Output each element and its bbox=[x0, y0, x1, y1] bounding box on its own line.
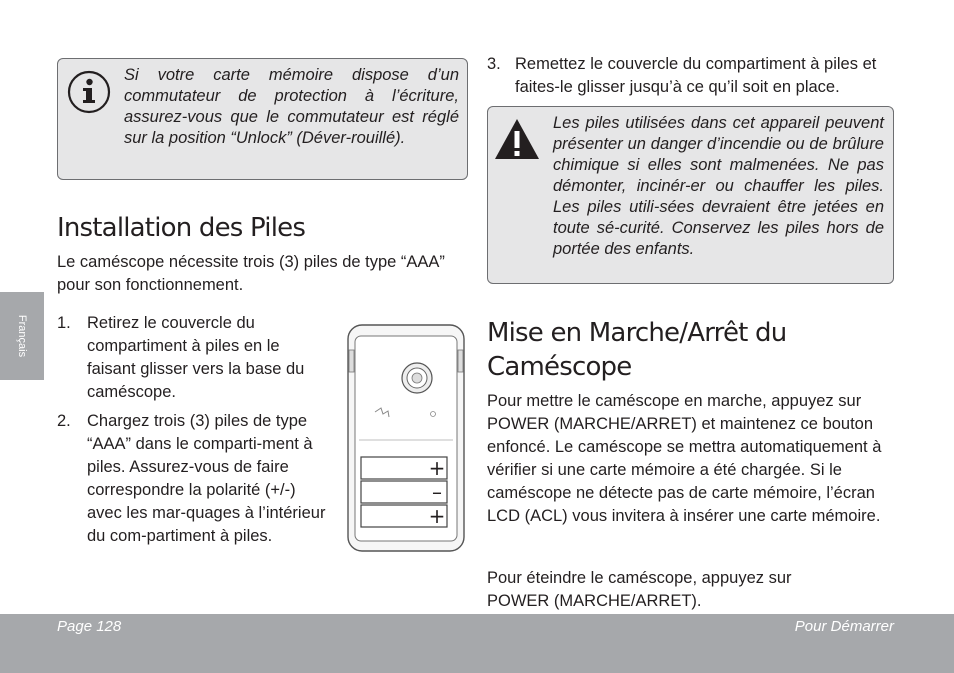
power-heading-line2: Caméscope bbox=[487, 352, 632, 382]
info-icon bbox=[66, 69, 112, 115]
power-heading-line1: Mise en Marche/Arrêt du bbox=[487, 318, 787, 348]
step-number: 2. bbox=[57, 412, 71, 430]
page-number: Page 128 bbox=[57, 618, 122, 635]
battery-compartment-illustration bbox=[345, 322, 467, 554]
page-footer bbox=[0, 614, 954, 673]
info-note bbox=[57, 58, 468, 180]
step-text: Remettez le couvercle du compartiment à piles et faites-le glisser jusqu’à ce qu’il soit en place. bbox=[515, 55, 877, 96]
step-number: 3. bbox=[487, 55, 501, 73]
warning-note-text: Les piles utilisées dans cet appareil peuvent présenter un danger d’incendie ou de brûlure chimique si elles sont malmenées. Ne pas démonter, incinér-er ou chauffer les piles. Les piles utili-sées devraient être jetées en toute sé-curité. Conservez les piles hors de portée des enfants. bbox=[553, 114, 884, 258]
power-heading bbox=[487, 316, 786, 384]
polarity-mark-1: + bbox=[428, 456, 446, 480]
language-tab bbox=[0, 292, 44, 380]
warning-icon bbox=[493, 117, 541, 161]
step-text: Chargez trois (3) piles de type “AAA” dans le comparti-ment à piles. Assurez-vous de faire correspondre la polarité (+/-) avec les mar-quages à l’intérieur du com-partiment à piles. bbox=[87, 412, 326, 545]
info-note-text: Si votre carte mémoire dispose d’un commutateur de protection à l’écriture, assurez-vous que le commutateur est réglé sur la position “Unlock” (Déver-rouillé). bbox=[124, 66, 459, 147]
install-heading: Installation des Piles bbox=[57, 213, 306, 243]
section-name: Pour Démarrer bbox=[794, 618, 894, 635]
warning-note bbox=[487, 106, 894, 284]
polarity-mark-3: + bbox=[428, 504, 446, 528]
power-paragraph-2: Pour éteindre le caméscope, appuyez sur POWER (MARCHE/ARRET). bbox=[487, 569, 792, 610]
install-intro: Le caméscope nécessite trois (3) piles de type “AAA” pour son fonctionnement. bbox=[57, 253, 445, 294]
step-text: Retirez le couvercle du compartiment à piles en le faisant glisser vers la base du caméscope. bbox=[87, 314, 305, 401]
power-paragraph-1: Pour mettre le caméscope en marche, appuyez sur POWER (MARCHE/ARRET) et maintenez ce bouton enfoncé. Le caméscope se mettra automatiquement à vérifier si une carte mémoire a été chargée. Si le caméscope ne détecte pas de carte mémoire, l’écran LCD (ACL) vous invitera à insérer une carte mémoire. bbox=[487, 392, 882, 525]
step-number: 1. bbox=[57, 314, 71, 332]
language-label: Français bbox=[16, 314, 28, 358]
polarity-mark-2: – bbox=[432, 480, 442, 504]
